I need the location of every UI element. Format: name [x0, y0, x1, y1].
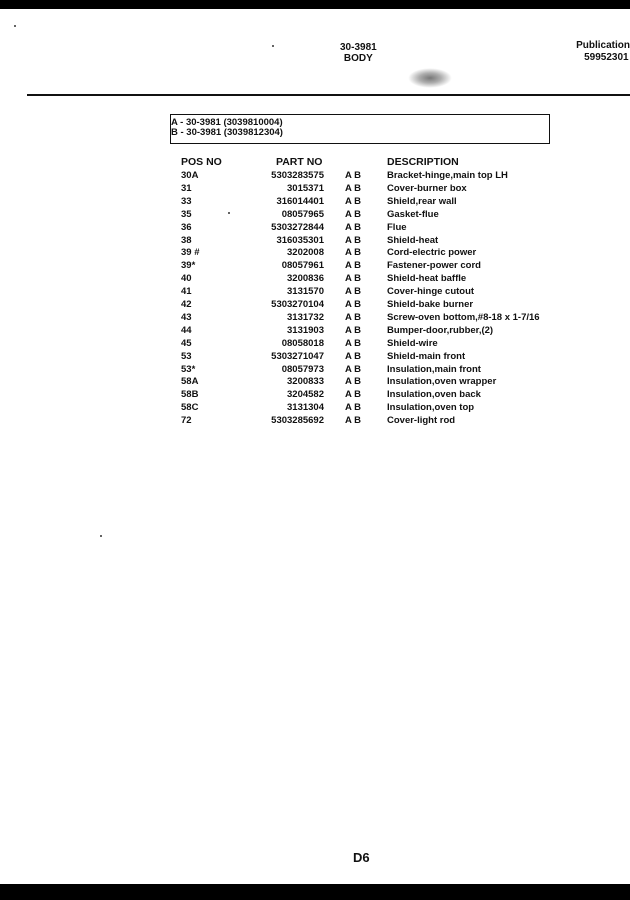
table-row	[0, 414, 630, 427]
part-description: Insulation,oven top	[387, 402, 475, 414]
pos-number: 39*	[181, 260, 196, 272]
part-description: Cover-hinge cutout	[387, 286, 475, 298]
pos-number: 33	[181, 195, 192, 207]
part-number: 3202008	[287, 247, 324, 259]
part-number: 3131903	[287, 324, 324, 336]
header-section: BODY	[343, 53, 373, 64]
part-description: Shield-main front	[387, 350, 466, 362]
model-codes: A B	[345, 389, 362, 401]
table-row	[0, 169, 630, 182]
model-codes: A B	[345, 195, 362, 207]
table-row	[0, 182, 630, 195]
model-codes: A B	[345, 337, 362, 349]
model-codes: A B	[345, 286, 362, 298]
pos-number: 30A	[181, 170, 199, 181]
pos-number: 45	[181, 337, 192, 349]
bottom-scan-border	[0, 884, 630, 900]
model-codes: A B	[345, 324, 362, 336]
table-row	[0, 350, 630, 363]
table-row	[0, 272, 630, 285]
part-description: Insulation,oven wrapper	[387, 376, 497, 388]
table-row	[0, 298, 630, 311]
model-codes: A B	[345, 260, 362, 272]
page-number: D6	[353, 850, 370, 865]
model-codes: A B	[345, 170, 362, 181]
table-row	[0, 195, 630, 208]
pos-number: 31	[181, 182, 192, 194]
scan-smudge	[408, 68, 452, 88]
column-header-description: DESCRIPTION	[387, 156, 459, 168]
part-number: 5303271047	[271, 350, 324, 362]
part-number: 3204582	[287, 389, 324, 401]
top-scan-border	[0, 0, 630, 9]
column-header-part: PART NO	[276, 156, 323, 168]
part-description: Shield-heat	[387, 234, 439, 246]
part-number: 3200833	[287, 376, 324, 388]
column-header-pos: POS NO	[181, 156, 222, 168]
part-number: 08057961	[281, 260, 324, 272]
part-number: 3131304	[287, 402, 324, 414]
scan-speck	[14, 25, 16, 27]
table-row	[0, 401, 630, 414]
publication-block	[576, 40, 630, 64]
table-row	[0, 285, 630, 298]
pos-number: 39 #	[181, 247, 200, 259]
part-number: 316014401	[276, 195, 324, 207]
model-codes: A B	[345, 234, 362, 246]
model-codes: A B	[345, 273, 362, 285]
part-description: Flue	[387, 221, 407, 233]
pos-number: 58A	[181, 376, 199, 388]
part-description: Insulation,main front	[387, 363, 481, 375]
part-description: Fastener-power cord	[387, 260, 481, 272]
part-number: 5303283575	[271, 170, 324, 181]
part-number: 08058018	[281, 337, 324, 349]
page-header	[340, 42, 377, 64]
part-description: Shield-heat baffle	[387, 273, 467, 285]
part-description: Shield,rear wall	[387, 195, 457, 207]
table-row	[0, 221, 630, 234]
table-row	[0, 375, 630, 388]
part-description: Cover-light rod	[387, 415, 456, 427]
table-row	[0, 324, 630, 337]
model-codes: A B	[345, 363, 362, 375]
publication-number: 59952301	[584, 52, 629, 63]
table-row	[0, 311, 630, 324]
pos-number: 40	[181, 273, 192, 285]
model-line-b: B - 30-3981 (3039812304)	[171, 127, 283, 138]
pos-number: 58B	[181, 389, 199, 401]
part-number: 08057965	[281, 208, 324, 220]
part-description: Gasket-flue	[387, 208, 439, 220]
part-description: Shield-wire	[387, 337, 438, 349]
model-codes: A B	[345, 182, 362, 194]
model-codes: A B	[345, 299, 362, 310]
table-row	[0, 259, 630, 272]
pos-number: 44	[181, 324, 192, 336]
model-codes: A B	[345, 221, 362, 233]
scan-speck	[228, 212, 230, 214]
table-row	[0, 388, 630, 401]
model-codes: A B	[345, 415, 362, 427]
part-description: Screw-oven bottom,#8-18 x 1-7/16	[387, 311, 540, 323]
part-number: 3131570	[287, 286, 324, 298]
model-line-a: A - 30-3981 (3039810004)	[171, 117, 283, 128]
pos-number: 53*	[181, 363, 196, 375]
table-row	[0, 363, 630, 376]
part-number: 3200836	[287, 273, 324, 285]
model-codes: A B	[345, 208, 362, 220]
part-number: 3015371	[287, 182, 324, 194]
pos-number: 58C	[181, 402, 199, 414]
pos-number: 38	[181, 234, 192, 246]
part-description: Insulation,oven back	[387, 389, 481, 401]
pos-number: 36	[181, 221, 192, 233]
table-row	[0, 246, 630, 259]
model-codes: A B	[345, 376, 362, 388]
part-description: Bracket-hinge,main top LH	[387, 170, 508, 181]
part-description: Bumper-door,rubber,(2)	[387, 324, 494, 336]
part-description: Cord-electric power	[387, 247, 477, 259]
model-codes: A B	[345, 402, 362, 414]
model-codes: A B	[345, 247, 362, 259]
scan-speck	[272, 45, 274, 47]
part-description: Shield-bake burner	[387, 299, 474, 310]
part-description: Cover-burner box	[387, 182, 467, 194]
table-row	[0, 208, 630, 221]
part-number: 3131732	[287, 311, 324, 323]
table-row	[0, 337, 630, 350]
pos-number: 53	[181, 350, 192, 362]
model-codes: A B	[345, 350, 362, 362]
scan-speck	[100, 535, 102, 537]
part-number: 08057973	[281, 363, 324, 375]
part-number: 5303272844	[271, 221, 324, 233]
part-number: 5303285692	[271, 415, 324, 427]
part-number: 316035301	[276, 234, 324, 246]
header-rule	[27, 94, 630, 96]
model-codes: A B	[345, 311, 362, 323]
pos-number: 72	[181, 415, 192, 427]
publication-label: Publication	[576, 40, 630, 51]
header-model: 30-3981	[340, 42, 377, 53]
pos-number: 41	[181, 286, 192, 298]
part-number: 5303270104	[271, 299, 324, 310]
pos-number: 42	[181, 299, 192, 310]
pos-number: 43	[181, 311, 192, 323]
table-row	[0, 234, 630, 247]
pos-number: 35	[181, 208, 192, 220]
